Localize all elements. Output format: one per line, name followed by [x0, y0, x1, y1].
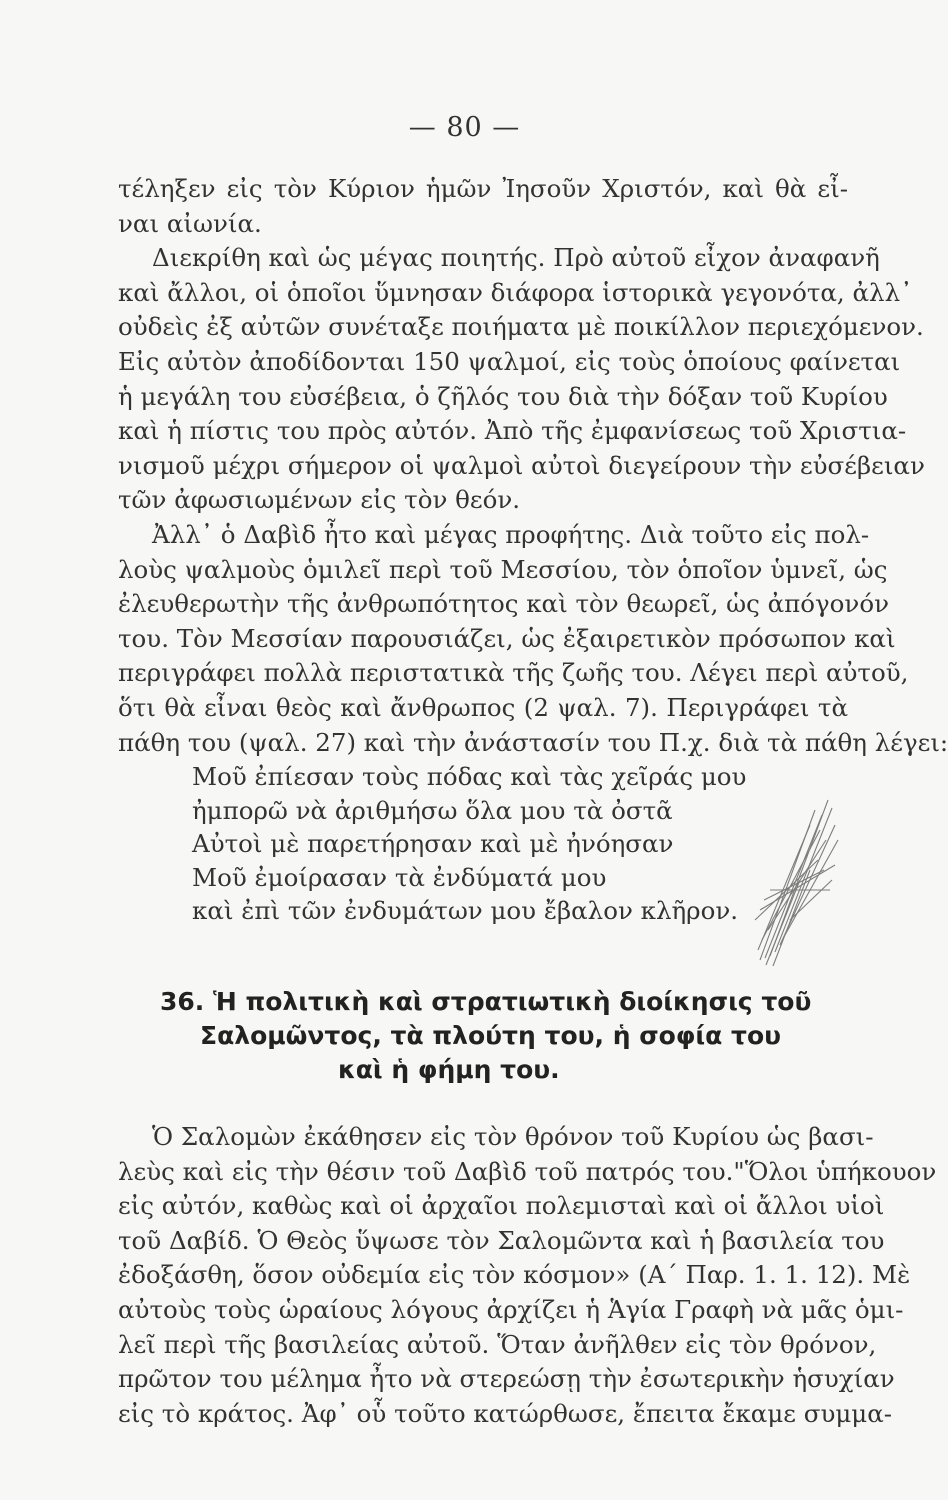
text-line: οὐδεὶς ἐξ αὐτῶν συνέταξε ποιήματα μὲ ποικίλλον περιεχόμενον.	[118, 312, 924, 342]
text-line: εἰς τὸ κράτος. Ἀφ᾽ οὗ τοῦτο κατώρθωσε, ἔπειτα ἔκαμε συμμα-	[118, 1398, 893, 1428]
text-line: ἡ μεγάλη του εὐσέβεια, ὁ ζῆλός του διὰ τὴν δόξαν τοῦ Κυρίου	[118, 381, 888, 411]
body-text-bottom	[118, 1120, 937, 1431]
poem-line: ἠμπορῶ νὰ ἀριθμήσω ὅλα μου τὰ ὀστᾶ	[192, 795, 673, 825]
text-line: περιγράφει πολλὰ περιστατικὰ τῆς ζωῆς του. Λέγει περὶ αὐτοῦ,	[118, 658, 909, 688]
psalm-quotation	[192, 760, 746, 928]
text-line: αὐτοὺς τοὺς ὡραίους λόγους ἀρχίζει ἡ Ἁγία Γραφὴ νὰ μᾶς ὁμι-	[118, 1294, 904, 1324]
text-line: Ἀλλ᾽ ὁ Δαβὶδ ἦτο καὶ μέγας προφήτης. Διὰ τοῦτο εἰς πολ-	[152, 519, 870, 549]
heading-line: Σαλομῶντος, τὰ πλούτη του, ἡ σοφία του	[200, 1021, 782, 1050]
section-heading	[160, 985, 860, 1087]
poem-line: Μοῦ ἐπίεσαν τοὺς πόδας καὶ τὰς χεῖράς μου	[192, 762, 747, 791]
text-line: πάθη του (ψαλ. 27) καὶ τὴν ἀνάστασίν του Π.χ. διὰ τὰ πάθη λέγει:	[118, 727, 948, 757]
text-line: καὶ ἡ πίστις του πρὸς αὐτόν. Ἀπὸ τῆς ἐμφανίσεως τοῦ Χριστια-	[118, 416, 907, 446]
text-line: λεὺς καὶ εἰς τὴν θέσιν τοῦ Δαβὶδ τοῦ πατρός του."Ὅλοι ὑπήκουον	[118, 1156, 937, 1186]
poem-line: καὶ ἐπὶ τῶν ἐνδυμάτων μου ἔβαλον κλῆρον.	[192, 896, 738, 925]
heading-line: 36. Ἡ πολιτικὴ καὶ στρατιωτικὴ διοίκησις τοῦ	[160, 987, 812, 1016]
body-text-top	[118, 172, 948, 760]
page-number: — 80 —	[408, 112, 521, 143]
text-line: Ὁ Σαλομὼν ἐκάθησεν εἰς τὸν θρόνον τοῦ Κυρίου ὡς βασι-	[152, 1122, 874, 1151]
text-line: Εἰς αὐτὸν ἀποδίδονται 150 ψαλμοί, εἰς τοὺς ὁποίους φαίνεται	[118, 346, 901, 376]
pencil-scribble	[740, 770, 850, 970]
text-line: Διεκρίθη καὶ ὡς μέγας ποιητής. Πρὸ αὐτοῦ εἶχον ἀναφανῆ	[152, 243, 880, 273]
text-line: του. Τὸν Μεσσίαν παρουσιάζει, ὡς ἐξαιρετικὸν πρόσωπον καὶ	[118, 623, 896, 653]
text-line: τοῦ Δαβίδ. Ὁ Θεὸς ὕψωσε τὸν Σαλομῶντα καὶ ἡ βασιλεία του	[118, 1225, 885, 1255]
poem-line: Αὐτοὶ μὲ παρετήρησαν καὶ μὲ ἠνόησαν	[192, 829, 674, 858]
text-line: εἰς αὐτόν, καθὼς καὶ οἱ ἀρχαῖοι πολεμισταὶ καὶ οἱ ἄλλοι υἱοὶ	[118, 1191, 885, 1221]
text-line: ἐλευθερωτὴν τῆς ἀνθρωπότητος καὶ τὸν θεωρεῖ, ὡς ἀπόγονόν	[118, 589, 889, 619]
text-line: λεῖ περὶ τῆς βασιλείας αὐτοῦ. Ὅταν ἀνῆλθεν εἰς τὸν θρόνον,	[118, 1329, 877, 1359]
text-line: πρῶτον του μέλημα ἦτο νὰ στερεώσῃ τὴν ἐσωτερικὴν ἡσυχίαν	[118, 1364, 895, 1394]
text-line: νισμοῦ μέχρι σήμερον οἱ ψαλμοὶ αὐτοὶ διεγείρουν τὴν εὐσέβειαν	[118, 450, 925, 480]
text-line: ἐδοξάσθη, ὅσον οὐδεμία εἰς τὸν κόσμον» (Α΄ Παρ. 1. 1. 12). Μὲ	[118, 1260, 911, 1290]
text-line: τῶν ἀφωσιωμένων εἰς τὸν θεόν.	[118, 485, 521, 515]
text-line: ὅτι θὰ εἶναι θεὸς καὶ ἄνθρωπος (2 ψαλ. 7). Περιγράφει τὰ	[118, 692, 848, 722]
poem-line: Μοῦ ἐμοίρασαν τὰ ἐνδύματά μου	[192, 862, 607, 892]
text-line: ναι αἰωνία.	[118, 208, 262, 238]
text-line: τέληξεν εἰς τὸν Κύριον ἡμῶν Ἰησοῦν Χριστόν, καὶ θὰ εἶ-	[118, 174, 848, 203]
text-line: καὶ ἄλλοι, οἱ ὁποῖοι ὕμνησαν διάφορα ἱστορικὰ γεγονότα, ἀλλ᾽	[118, 277, 913, 307]
text-line: λοὺς ψαλμοὺς ὁμιλεῖ περὶ τοῦ Μεσσίου, τὸν ὁποῖον ὑμνεῖ, ὡς	[118, 554, 888, 584]
heading-line: καὶ ἡ φήμη του.	[338, 1055, 560, 1084]
